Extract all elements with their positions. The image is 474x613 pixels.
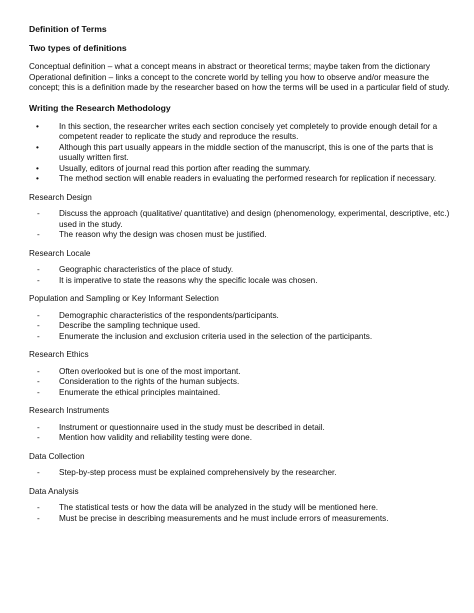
section-heading: Research Ethics: [29, 350, 89, 359]
section-list: [29, 423, 450, 444]
list-item: - The reason why the design was chosen must be justified.: [37, 230, 267, 239]
section-list: [29, 468, 450, 479]
list-item: - Discuss the approach (qualitative/ quantitative) and design (phenomenology, experimental, descriptive, etc.) used in the study.: [37, 209, 450, 229]
list-item: - Must be precise in describing measurements and he must include errors of measurements.: [37, 513, 389, 523]
methodology-sections: [29, 193, 450, 525]
list-item: - Enumerate the ethical principles maintained.: [37, 387, 221, 397]
dash-icon: -: [37, 321, 40, 330]
methodology-item: • Although this part usually appears in the middle section of the manuscript, this is one of the parts that is usually written first.: [36, 142, 434, 162]
list-item: - Often overlooked but is one of the most important.: [37, 366, 241, 376]
dash-icon: -: [37, 331, 40, 341]
list-item: - Mention how validity and reliability testing were done.: [37, 433, 252, 442]
definitions-heading: Two types of definitions: [29, 43, 127, 53]
list-item: - The statistical tests or how the data will be analyzed in the study will be mentioned here.: [37, 503, 379, 512]
bullet-icon: •: [36, 142, 39, 152]
section-heading: Research Locale: [29, 248, 91, 258]
dash-icon: -: [37, 310, 40, 320]
bullet-icon: •: [36, 163, 39, 173]
operational-definition: Operational definition – links a concept to the concrete world by telling you how to observe and/or measure the concept; this is a definition made by the researcher based on how the terms will be used in a particular field of study.: [29, 72, 450, 92]
methodology-item: • In this section, the researcher writes each section concisely yet completely to provide enough detail for a competent reader to replicate the study and reproduce the results.: [36, 121, 438, 141]
methodology-item: • The method section will enable readers in evaluating the performed research for replication if necessary.: [36, 174, 437, 183]
list-item: - Describe the sampling technique used.: [37, 321, 201, 330]
section-heading: Data Analysis: [29, 486, 79, 496]
list-item: - Geographic characteristics of the place of study.: [37, 265, 234, 274]
dash-icon: -: [37, 468, 40, 477]
dash-icon: -: [37, 503, 40, 512]
list-item: - Demographic characteristics of the respondents/participants.: [37, 310, 279, 320]
dash-icon: -: [37, 275, 40, 285]
dash-icon: -: [37, 377, 40, 386]
list-item: - Instrument or questionnaire used in the study must be described in detail.: [37, 422, 325, 432]
list-item: - Consideration to the rights of the human subjects.: [37, 377, 240, 386]
section-heading: Data Collection: [29, 451, 85, 461]
bullet-icon: •: [36, 121, 39, 131]
list-item: - It is imperative to state the reasons why the specific locale was chosen.: [37, 275, 318, 285]
methodology-list: [29, 122, 450, 185]
bullet-icon: •: [36, 174, 39, 183]
dash-icon: -: [37, 230, 40, 239]
methodology-heading: Writing the Research Methodology: [29, 102, 171, 113]
dash-icon: -: [37, 366, 40, 376]
section-heading: Research Design: [29, 192, 92, 202]
section-list: [29, 209, 450, 241]
dash-icon: -: [37, 265, 40, 274]
list-item: - Step-by-step process must be explained comprehensively by the researcher.: [37, 468, 337, 477]
definitions-paragraph: [29, 62, 450, 94]
section-list: [29, 311, 450, 343]
section-heading: Research Instruments: [29, 406, 110, 415]
section-heading: Population and Sampling or Key Informant Selection: [29, 294, 219, 303]
dash-icon: -: [37, 387, 40, 397]
section-list: [29, 367, 450, 399]
methodology-item: • Usually, editors of journal read this portion after reading the summary.: [36, 163, 311, 173]
dash-icon: -: [37, 209, 40, 218]
dash-icon: -: [37, 433, 40, 442]
document-title: Definition of Terms: [29, 24, 107, 34]
conceptual-definition: Conceptual definition – what a concept means in abstract or theoretical terms; maybe taken from the dictionary: [29, 62, 430, 71]
section-list: [29, 265, 450, 286]
list-item: - Enumerate the inclusion and exclusion criteria used in the selection of the participants.: [37, 331, 373, 341]
dash-icon: -: [37, 513, 40, 523]
section-list: [29, 503, 450, 524]
dash-icon: -: [37, 422, 40, 432]
